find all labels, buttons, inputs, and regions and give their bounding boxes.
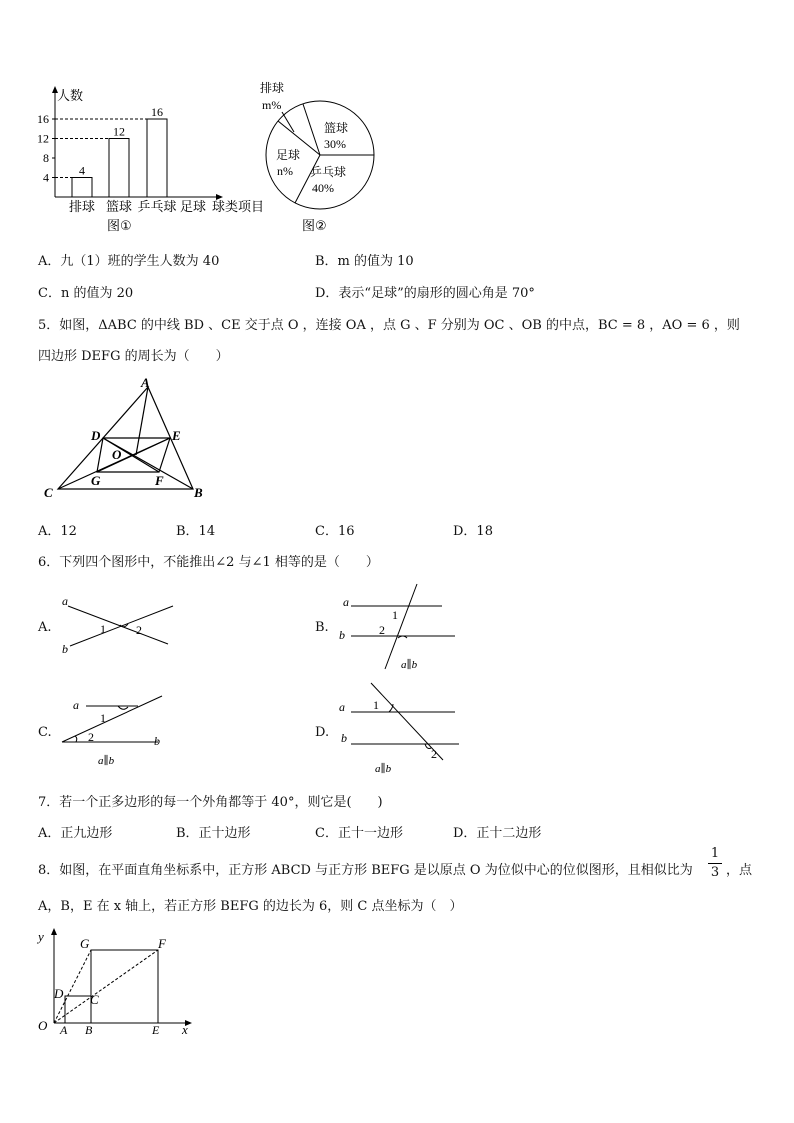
q5-stem-line1: 5．如图，ΔABC 的中线 BD 、CE 交于点 O ，连接 OA ，点 G 、F 分别为 OC 、OB 的中点，BC = 8 ，AO = 6 ，则 [38, 318, 740, 333]
bar-data-label: 16 [151, 105, 163, 119]
point-label-d: D [54, 986, 64, 1001]
y-axis-title: 人数 [57, 89, 84, 104]
svg-text:2: 2 [431, 747, 437, 761]
bar [109, 139, 129, 198]
slice-label-football: 足球 [276, 148, 301, 162]
parallel-note: a∥b [401, 659, 418, 671]
slice-value-volleyball: m% [262, 98, 282, 112]
svg-text:a: a [343, 595, 349, 609]
slice-value-basketball: 30% [324, 137, 346, 151]
point-label-b: B [85, 1023, 93, 1037]
bar-data-label: 4 [79, 163, 85, 178]
q7-option-d: D．正十二边形 [453, 826, 542, 841]
figure-caption: 图② [302, 219, 327, 234]
svg-text:b: b [341, 731, 347, 745]
q5-triangle-figure [38, 375, 218, 505]
q8-stem-line1-end: ，点 [726, 863, 753, 878]
slice-value-football: n% [277, 164, 293, 178]
q8-stem-line2: A，B，E 在 x 轴上，若正方形 BEFG 的边长为 6，则 C 点坐标为（ ） [38, 899, 463, 914]
q7-option-b: B．正十边形 [176, 826, 251, 841]
y-tick-label: 8 [43, 151, 49, 165]
q6-stem: 6．下列四个图形中，不能推出∠2 与∠1 相等的是（ ） [38, 555, 379, 570]
bar [147, 119, 167, 197]
figure-bar-chart [30, 82, 280, 242]
point-label-o: O [112, 447, 122, 462]
axis-label-x: x [182, 1022, 188, 1037]
q4-option-c: C．n 的值为 20 [38, 286, 134, 301]
point-label-g: G [91, 473, 101, 488]
point-label-e: E [172, 428, 181, 443]
point-label-b: B [194, 485, 203, 500]
category-label: 乒乓球 [137, 200, 177, 215]
point-label-a: A [141, 375, 150, 390]
svg-text:a: a [62, 594, 68, 608]
q4-option-d: D．表示“足球”的扇形的圆心角是 70° [315, 286, 535, 301]
point-label-c: C [44, 485, 53, 500]
point-label-g: G [80, 936, 90, 951]
slice-label-pingpong: 乒乓球 [310, 165, 347, 179]
svg-text:b: b [62, 642, 68, 656]
svg-text:1: 1 [100, 622, 106, 636]
q6-figure-a [58, 590, 178, 660]
parallel-note: a∥b [98, 755, 115, 767]
svg-text:2: 2 [379, 623, 385, 637]
slice-label-volleyball: 排球 [260, 81, 285, 95]
q5-option-a: A．12 [38, 524, 77, 539]
svg-text:b: b [154, 734, 160, 748]
parallel-note: a∥b [375, 763, 392, 775]
q6-option-a-letter: A. [38, 620, 52, 635]
q4-option-a: A．九（1）班的学生人数为 40 [38, 254, 220, 269]
q5-option-c: C．16 [315, 524, 355, 539]
svg-text:1: 1 [373, 698, 379, 712]
figure-pie-chart [258, 80, 388, 240]
fraction-denominator: 3 [710, 865, 720, 880]
q6-option-c-letter: C. [38, 725, 52, 740]
q5-option-b: B．14 [176, 524, 216, 539]
q6-figure-b [335, 582, 465, 674]
q8-fraction [708, 846, 722, 881]
category-label: 篮球 [105, 200, 133, 215]
svg-text:a: a [339, 700, 345, 714]
y-tick-label: 12 [37, 131, 49, 146]
svg-text:1: 1 [392, 608, 398, 622]
axis-label-y: y [38, 929, 44, 944]
svg-text:2: 2 [136, 623, 142, 637]
q4-option-b: B．m 的值为 10 [315, 254, 414, 269]
figure-caption: 图① [107, 219, 132, 234]
point-label-e: E [152, 1023, 160, 1037]
bar-data-label: 12 [113, 124, 125, 139]
svg-text:2: 2 [88, 730, 94, 744]
fraction-numerator: 1 [710, 846, 720, 861]
x-axis-title: 球类项目 [212, 200, 265, 215]
q6-figure-d [335, 680, 465, 780]
bar [72, 178, 92, 198]
q6-option-b-letter: B. [315, 620, 329, 635]
point-label-f: F [158, 936, 166, 951]
svg-text:b: b [339, 628, 345, 642]
q5-option-d: D．18 [453, 524, 493, 539]
slice-value-pingpong: 40% [312, 181, 334, 195]
q8-stem-line1: 8．如图，在平面直角坐标系中，正方形 ABCD 与正方形 BEFG 是以原点 O 为位似中心的位似图形，且相似比为 [38, 863, 693, 878]
q7-option-a: A．正九边形 [38, 826, 113, 841]
point-label-d: D [91, 428, 101, 443]
category-label: 排球 [68, 200, 96, 215]
q6-figure-c [58, 692, 178, 772]
q6-option-d-letter: D. [315, 725, 330, 740]
point-label-f: F [155, 473, 164, 488]
y-tick-label: 16 [37, 112, 49, 126]
svg-text:1: 1 [100, 711, 106, 725]
q7-stem: 7．若一个正多边形的每一个外角都等于 40°，则它是( ) [38, 795, 383, 810]
q7-option-c: C．正十一边形 [315, 826, 403, 841]
q8-coordinate-figure [32, 926, 202, 1038]
point-label-c: C [90, 992, 99, 1007]
y-tick-label: 4 [43, 170, 49, 185]
category-label: 足球 [179, 200, 207, 215]
q5-stem-line2: 四边形 DEFG 的周长为（ ） [38, 349, 229, 364]
point-label-o: O [38, 1018, 48, 1033]
svg-text:a: a [73, 698, 79, 712]
point-label-a: A [60, 1023, 68, 1037]
slice-label-basketball: 篮球 [324, 121, 349, 135]
